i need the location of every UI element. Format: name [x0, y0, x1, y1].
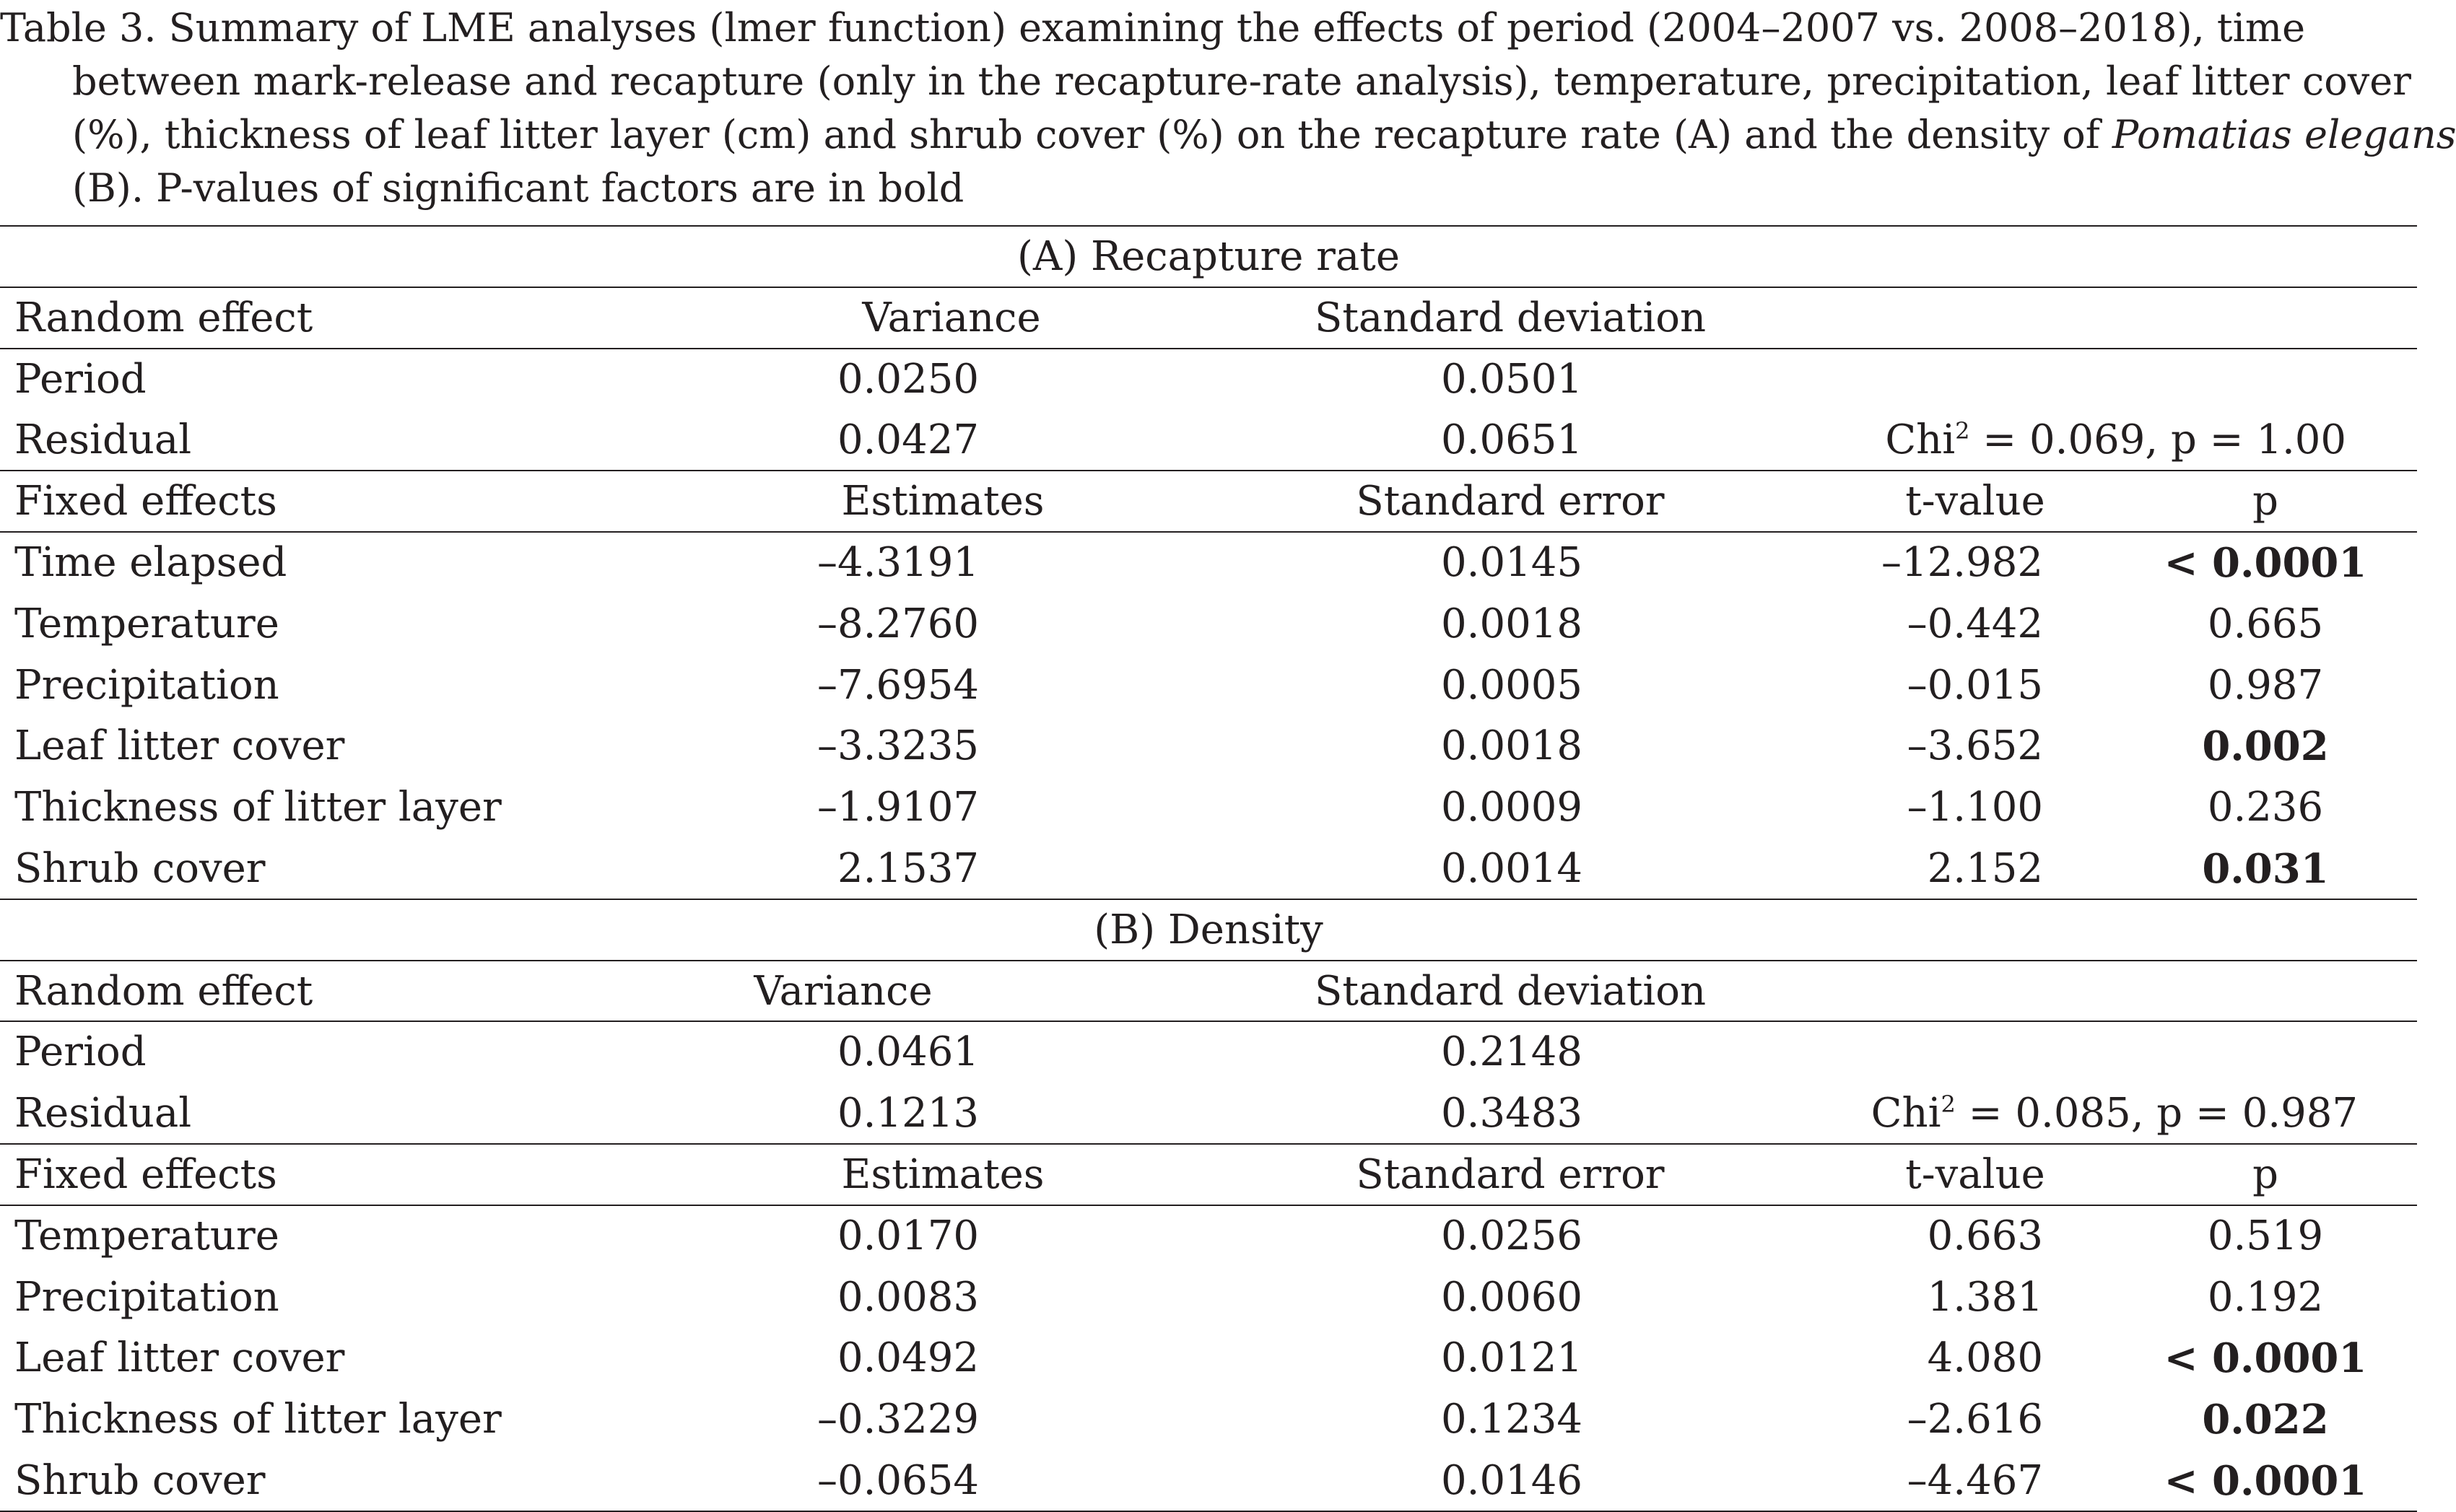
standard-error-value: 0.0018: [1441, 722, 1582, 770]
estimate-value: –1.9107: [817, 784, 979, 831]
p-header: p: [2252, 478, 2278, 525]
caption-line-4: (B). P-values of significant factors are in bold: [72, 165, 964, 211]
p-value: 0.519: [2207, 1212, 2324, 1259]
estimate-value: –0.3229: [817, 1396, 979, 1443]
variance-value: 0.0427: [837, 416, 979, 464]
p-value: 0.002: [2202, 722, 2329, 771]
t-value-header: t-value: [1905, 1151, 2045, 1198]
standard-error-value: 0.0014: [1441, 845, 1582, 892]
random-effect-header: Random effect: [14, 967, 313, 1015]
standard-error-value: 0.0145: [1441, 539, 1582, 586]
p-header: p: [2252, 1151, 2278, 1198]
standard-error-value: 0.0256: [1441, 1212, 1582, 1259]
fixed-effect-label: Shrub cover: [14, 1457, 266, 1504]
chi-value: = 0.085, p = 0.987: [1955, 1090, 2358, 1137]
estimate-value: 0.0492: [837, 1334, 979, 1382]
random-effect-label: Period: [14, 1028, 147, 1076]
fixed-effect-label: Leaf litter cover: [14, 722, 345, 770]
estimate-value: 2.1537: [837, 845, 979, 892]
fixed-effect-row: [0, 594, 2417, 655]
chi-superscript: 2: [1941, 1091, 1956, 1119]
t-value: –2.616: [1907, 1396, 2043, 1443]
fixed-effect-row: [0, 1328, 2417, 1389]
t-value: –12.982: [1881, 539, 2043, 586]
standard-error-value: 0.0005: [1441, 661, 1582, 709]
fixed-effect-row: [0, 1206, 2417, 1267]
random-effect-label: Period: [14, 355, 147, 403]
p-value: 0.022: [2202, 1396, 2329, 1444]
fixed-effect-row: [0, 1267, 2417, 1328]
t-value-header: t-value: [1905, 478, 2045, 525]
random-effect-row: [0, 410, 2417, 471]
t-value: –4.467: [1907, 1457, 2043, 1504]
section-title: (A) Recapture rate: [1017, 233, 1400, 280]
random-effect-row: [0, 1083, 2417, 1144]
estimate-value: –4.3191: [817, 539, 979, 586]
table-bottom-rule: [0, 1511, 2417, 1512]
estimates-header: Estimates: [841, 1151, 1045, 1198]
random-effect-row: [0, 349, 2417, 410]
standard-error-value: 0.0121: [1441, 1334, 1582, 1382]
sd-header: Standard deviation: [1314, 294, 1707, 341]
p-value: 0.236: [2207, 784, 2324, 831]
fixed-effect-row: [0, 1451, 2417, 1511]
sd-value: 0.0651: [1441, 416, 1582, 464]
fixed-effect-label: Thickness of litter layer: [14, 1396, 502, 1443]
caption-line-3-text: (%), thickness of leaf litter layer (cm) and shrub cover (%) on the recapture rate (A) and the density of: [72, 112, 2112, 157]
estimate-value: –8.2760: [817, 600, 979, 647]
estimate-value: 0.0083: [837, 1273, 979, 1321]
t-value: –0.442: [1907, 600, 2043, 647]
standard-error-value: 0.0009: [1441, 784, 1582, 831]
fixed-effect-row: [0, 716, 2417, 777]
chi-label: Chi: [1885, 416, 1956, 464]
p-value: < 0.0001: [2164, 1457, 2367, 1505]
fixed-effect-label: Temperature: [14, 600, 279, 647]
fixed-effect-label: Time elapsed: [14, 539, 287, 586]
estimate-value: –7.6954: [817, 661, 979, 709]
standard-error-value: 0.1234: [1441, 1396, 1582, 1443]
t-value: –1.100: [1907, 784, 2043, 831]
sd-header: Standard deviation: [1314, 967, 1707, 1015]
caption-line-3: [0, 108, 2456, 162]
chi-label: Chi: [1871, 1090, 1941, 1137]
variance-value: 0.0461: [837, 1028, 979, 1076]
chi-square-result: [1871, 1083, 2358, 1144]
fixed-effect-label: Temperature: [14, 1212, 279, 1259]
sd-value: 0.3483: [1441, 1090, 1582, 1137]
fixed-effect-label: Precipitation: [14, 661, 279, 709]
p-value: < 0.0001: [2164, 539, 2367, 587]
p-value: 0.987: [2207, 661, 2324, 709]
caption-line-2: between mark-release and recapture (only in the recapture-rate analysis), temperature, precipitation, leaf litter cover: [72, 58, 2411, 104]
section-title: (B) Density: [1094, 906, 1323, 953]
species-name: Pomatias elegans: [2112, 112, 2456, 157]
t-value: 1.381: [1927, 1273, 2043, 1321]
standard-error-value: 0.0060: [1441, 1273, 1582, 1321]
p-value: 0.031: [2202, 845, 2329, 893]
fixed-effect-label: Precipitation: [14, 1273, 279, 1321]
p-value: 0.192: [2207, 1273, 2324, 1321]
random-effect-label: Residual: [14, 1090, 192, 1137]
t-value: 0.663: [1927, 1212, 2043, 1259]
standard-error-value: 0.0018: [1441, 600, 1582, 647]
random-effect-header-row: [0, 288, 2417, 349]
p-value: 0.665: [2207, 600, 2324, 647]
chi-value: = 0.069, p = 1.00: [1969, 416, 2346, 464]
estimate-value: –3.3235: [817, 722, 979, 770]
fixed-effect-label: Leaf litter cover: [14, 1334, 345, 1382]
fixed-effect-row: [0, 1389, 2417, 1450]
fixed-effects-header: Fixed effects: [14, 478, 277, 525]
variance-value: 0.0250: [837, 355, 979, 403]
standard-error-value: 0.0146: [1441, 1457, 1582, 1504]
estimate-value: 0.0170: [837, 1212, 979, 1259]
standard-error-header: Standard error: [1356, 478, 1665, 525]
table-caption: [0, 1, 2456, 215]
fixed-effects-header-row: [0, 1145, 2417, 1205]
estimates-header: Estimates: [841, 478, 1045, 525]
estimate-value: –0.0654: [817, 1457, 979, 1504]
random-effect-label: Residual: [14, 416, 192, 464]
fixed-effects-header-row: [0, 471, 2417, 532]
fixed-effect-row: [0, 533, 2417, 593]
fixed-effect-label: Shrub cover: [14, 845, 266, 892]
variance-header: Variance: [862, 294, 1041, 341]
fixed-effects-header: Fixed effects: [14, 1151, 277, 1198]
random-effect-header: Random effect: [14, 294, 313, 341]
standard-error-header: Standard error: [1356, 1151, 1665, 1198]
caption-line-1: Table 3. Summary of LME analyses (lmer function) examining the effects of period (2004–2007 vs. 2008–2018), time: [0, 5, 2306, 51]
random-effect-header-row: [0, 961, 2417, 1022]
random-effect-row: [0, 1022, 2417, 1083]
t-value: 4.080: [1927, 1334, 2043, 1382]
sd-value: 0.2148: [1441, 1028, 1582, 1076]
t-value: –0.015: [1907, 661, 2043, 709]
fixed-effect-label: Thickness of litter layer: [14, 784, 502, 831]
chi-superscript: 2: [1955, 417, 1970, 445]
fixed-effect-row: [0, 655, 2417, 716]
chi-square-result: [1885, 410, 2346, 471]
p-value: < 0.0001: [2164, 1334, 2367, 1383]
fixed-effect-row: [0, 839, 2417, 899]
t-value: 2.152: [1927, 845, 2043, 892]
variance-value: 0.1213: [837, 1090, 979, 1137]
variance-header: Variance: [754, 967, 933, 1015]
sd-value: 0.0501: [1441, 355, 1582, 403]
fixed-effect-row: [0, 777, 2417, 838]
t-value: –3.652: [1907, 722, 2043, 770]
